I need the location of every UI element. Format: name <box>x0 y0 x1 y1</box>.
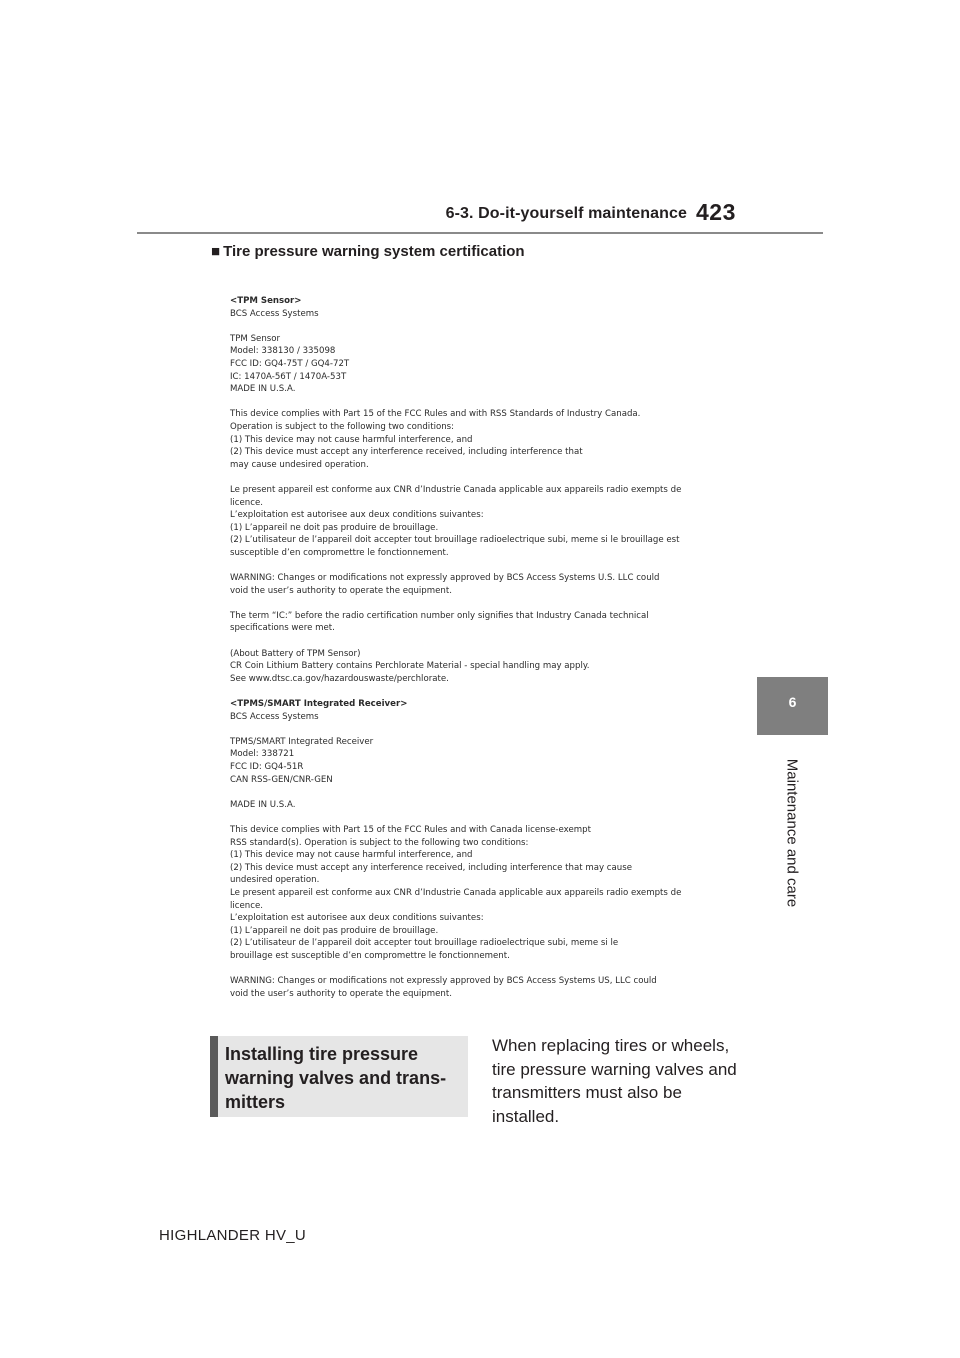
paragraph-line: installed. <box>492 1106 560 1126</box>
label-line: (2) L’utilisateur de l’appareil doit accepter tout brouillage radioelectrique subi, meme si le brouillage est <box>230 535 680 546</box>
label-line: (About Battery of TPM Sensor) <box>230 648 361 659</box>
label-line: Operation is subject to the following two conditions: <box>230 421 455 432</box>
label-spacer <box>230 723 740 736</box>
label-line: WARNING: Changes or modifications not expressly approved by BCS Access Systems U.S. LLC could <box>230 573 660 584</box>
label-spacer <box>230 635 740 648</box>
label-line: Model: 338721 <box>230 749 295 760</box>
label-line: FCC ID: GQ4-51R <box>230 761 304 772</box>
certification-label <box>230 295 740 1000</box>
label-line: TPMS/SMART Integrated Receiver <box>230 736 374 747</box>
install-heading-box <box>210 1036 468 1117</box>
label-line: <TPM Sensor> <box>230 296 302 306</box>
label-line: may cause undesired operation. <box>230 459 369 470</box>
label-line: Le present appareil est conforme aux CNR d’Industrie Canada applicable aux appareils radio exempts de <box>230 484 682 495</box>
chapter-side-label <box>777 748 807 918</box>
label-line: L’exploitation est autorisee aux deux conditions suivantes: <box>230 913 484 924</box>
label-spacer <box>230 471 740 484</box>
label-line: The term “IC:” before the radio certification number only signifies that Industry Canada technical <box>230 610 649 621</box>
install-heading-line: Installing tire pressure <box>225 1044 419 1064</box>
install-paragraph <box>492 1034 762 1128</box>
label-line: (2) This device must accept any interference received, including interference that may cause <box>230 862 632 873</box>
paragraph-line: tire pressure warning valves and <box>492 1059 737 1079</box>
label-line: undesired operation. <box>230 875 320 886</box>
label-line: WARNING: Changes or modifications not expressly approved by BCS Access Systems US, LLC could <box>230 976 657 987</box>
subsection-heading-text: Tire pressure warning system certification <box>223 243 525 260</box>
chapter-title: Maintenance and care <box>783 758 801 908</box>
label-line: MADE IN U.S.A. <box>230 384 296 395</box>
label-line: <TPMS/SMART Integrated Receiver> <box>230 699 408 709</box>
label-line: (1) This device may not cause harmful interference, and <box>230 434 473 445</box>
label-line: (2) L’utilisateur de l’appareil doit accepter tout brouillage radioelectrique subi, meme si le <box>230 938 619 949</box>
label-line: Model: 338130 / 335098 <box>230 346 336 357</box>
label-line: This device complies with Part 15 of the FCC Rules and with Canada license-exempt <box>230 824 591 835</box>
label-spacer <box>230 786 740 799</box>
page-number: 423 <box>696 199 736 225</box>
label-line: CR Coin Lithium Battery contains Perchlorate Material - special handling may apply. <box>230 661 590 672</box>
subsection-heading <box>211 243 525 260</box>
install-heading-line: mitters <box>225 1092 286 1112</box>
label-spacer <box>230 559 740 572</box>
label-line: susceptible d’en compromettre le fonctionnement. <box>230 547 449 558</box>
label-line: brouillage est susceptible d’en compromettre le fonctionnement. <box>230 950 510 961</box>
label-spacer <box>230 685 740 698</box>
label-line: CAN RSS-GEN/CNR-GEN <box>230 774 333 785</box>
label-line: (2) This device must accept any interference received, including interference that <box>230 447 583 458</box>
heading-accent-bar <box>210 1036 218 1117</box>
square-bullet-icon: ■ <box>211 243 221 260</box>
label-line: specifications were met. <box>230 623 335 634</box>
label-line: MADE IN U.S.A. <box>230 799 296 810</box>
install-heading <box>225 1042 465 1114</box>
label-line: BCS Access Systems <box>230 711 319 722</box>
label-line: licence. <box>230 900 263 911</box>
label-line: L’exploitation est autorisee aux deux conditions suivantes: <box>230 510 484 521</box>
label-line: Le present appareil est conforme aux CNR d’Industrie Canada applicable aux appareils radio exempts de <box>230 887 682 898</box>
chapter-tab[interactable] <box>757 677 828 735</box>
label-line: FCC ID: GQ4-75T / GQ4-72T <box>230 358 350 369</box>
label-spacer <box>230 396 740 409</box>
footer-model: HIGHLANDER HV_U <box>159 1227 307 1244</box>
label-line: BCS Access Systems <box>230 308 319 319</box>
label-line: void the user’s authority to operate the equipment. <box>230 585 452 596</box>
label-line: (1) L’appareil ne doit pas produire de brouillage. <box>230 925 439 936</box>
paragraph-line: transmitters must also be <box>492 1083 682 1102</box>
label-spacer <box>230 320 740 333</box>
label-line: licence. <box>230 497 263 508</box>
label-line: (1) L’appareil ne doit pas produire de brouillage. <box>230 522 439 533</box>
chapter-number: 6 <box>788 694 797 710</box>
install-heading-line: warning valves and trans- <box>225 1068 447 1088</box>
label-line: RSS standard(s). Operation is subject to the following two conditions: <box>230 837 529 848</box>
header-divider <box>137 232 823 234</box>
label-line: (1) This device may not cause harmful interference, and <box>230 850 473 861</box>
label-line: void the user’s authority to operate the equipment. <box>230 988 452 999</box>
paragraph-line: When replacing tires or wheels, <box>492 1036 730 1055</box>
label-line: TPM Sensor <box>230 333 281 344</box>
label-line: IC: 1470A-56T / 1470A-53T <box>230 371 347 382</box>
label-spacer <box>230 811 740 824</box>
label-spacer <box>230 962 740 975</box>
label-line: This device complies with Part 15 of the FCC Rules and with RSS Standards of Industry Canada. <box>230 409 641 420</box>
label-line: See www.dtsc.ca.gov/hazardouswaste/perchlorate. <box>230 673 449 684</box>
section-title: 6-3. Do-it-yourself maintenance <box>445 205 687 222</box>
label-spacer <box>230 597 740 610</box>
